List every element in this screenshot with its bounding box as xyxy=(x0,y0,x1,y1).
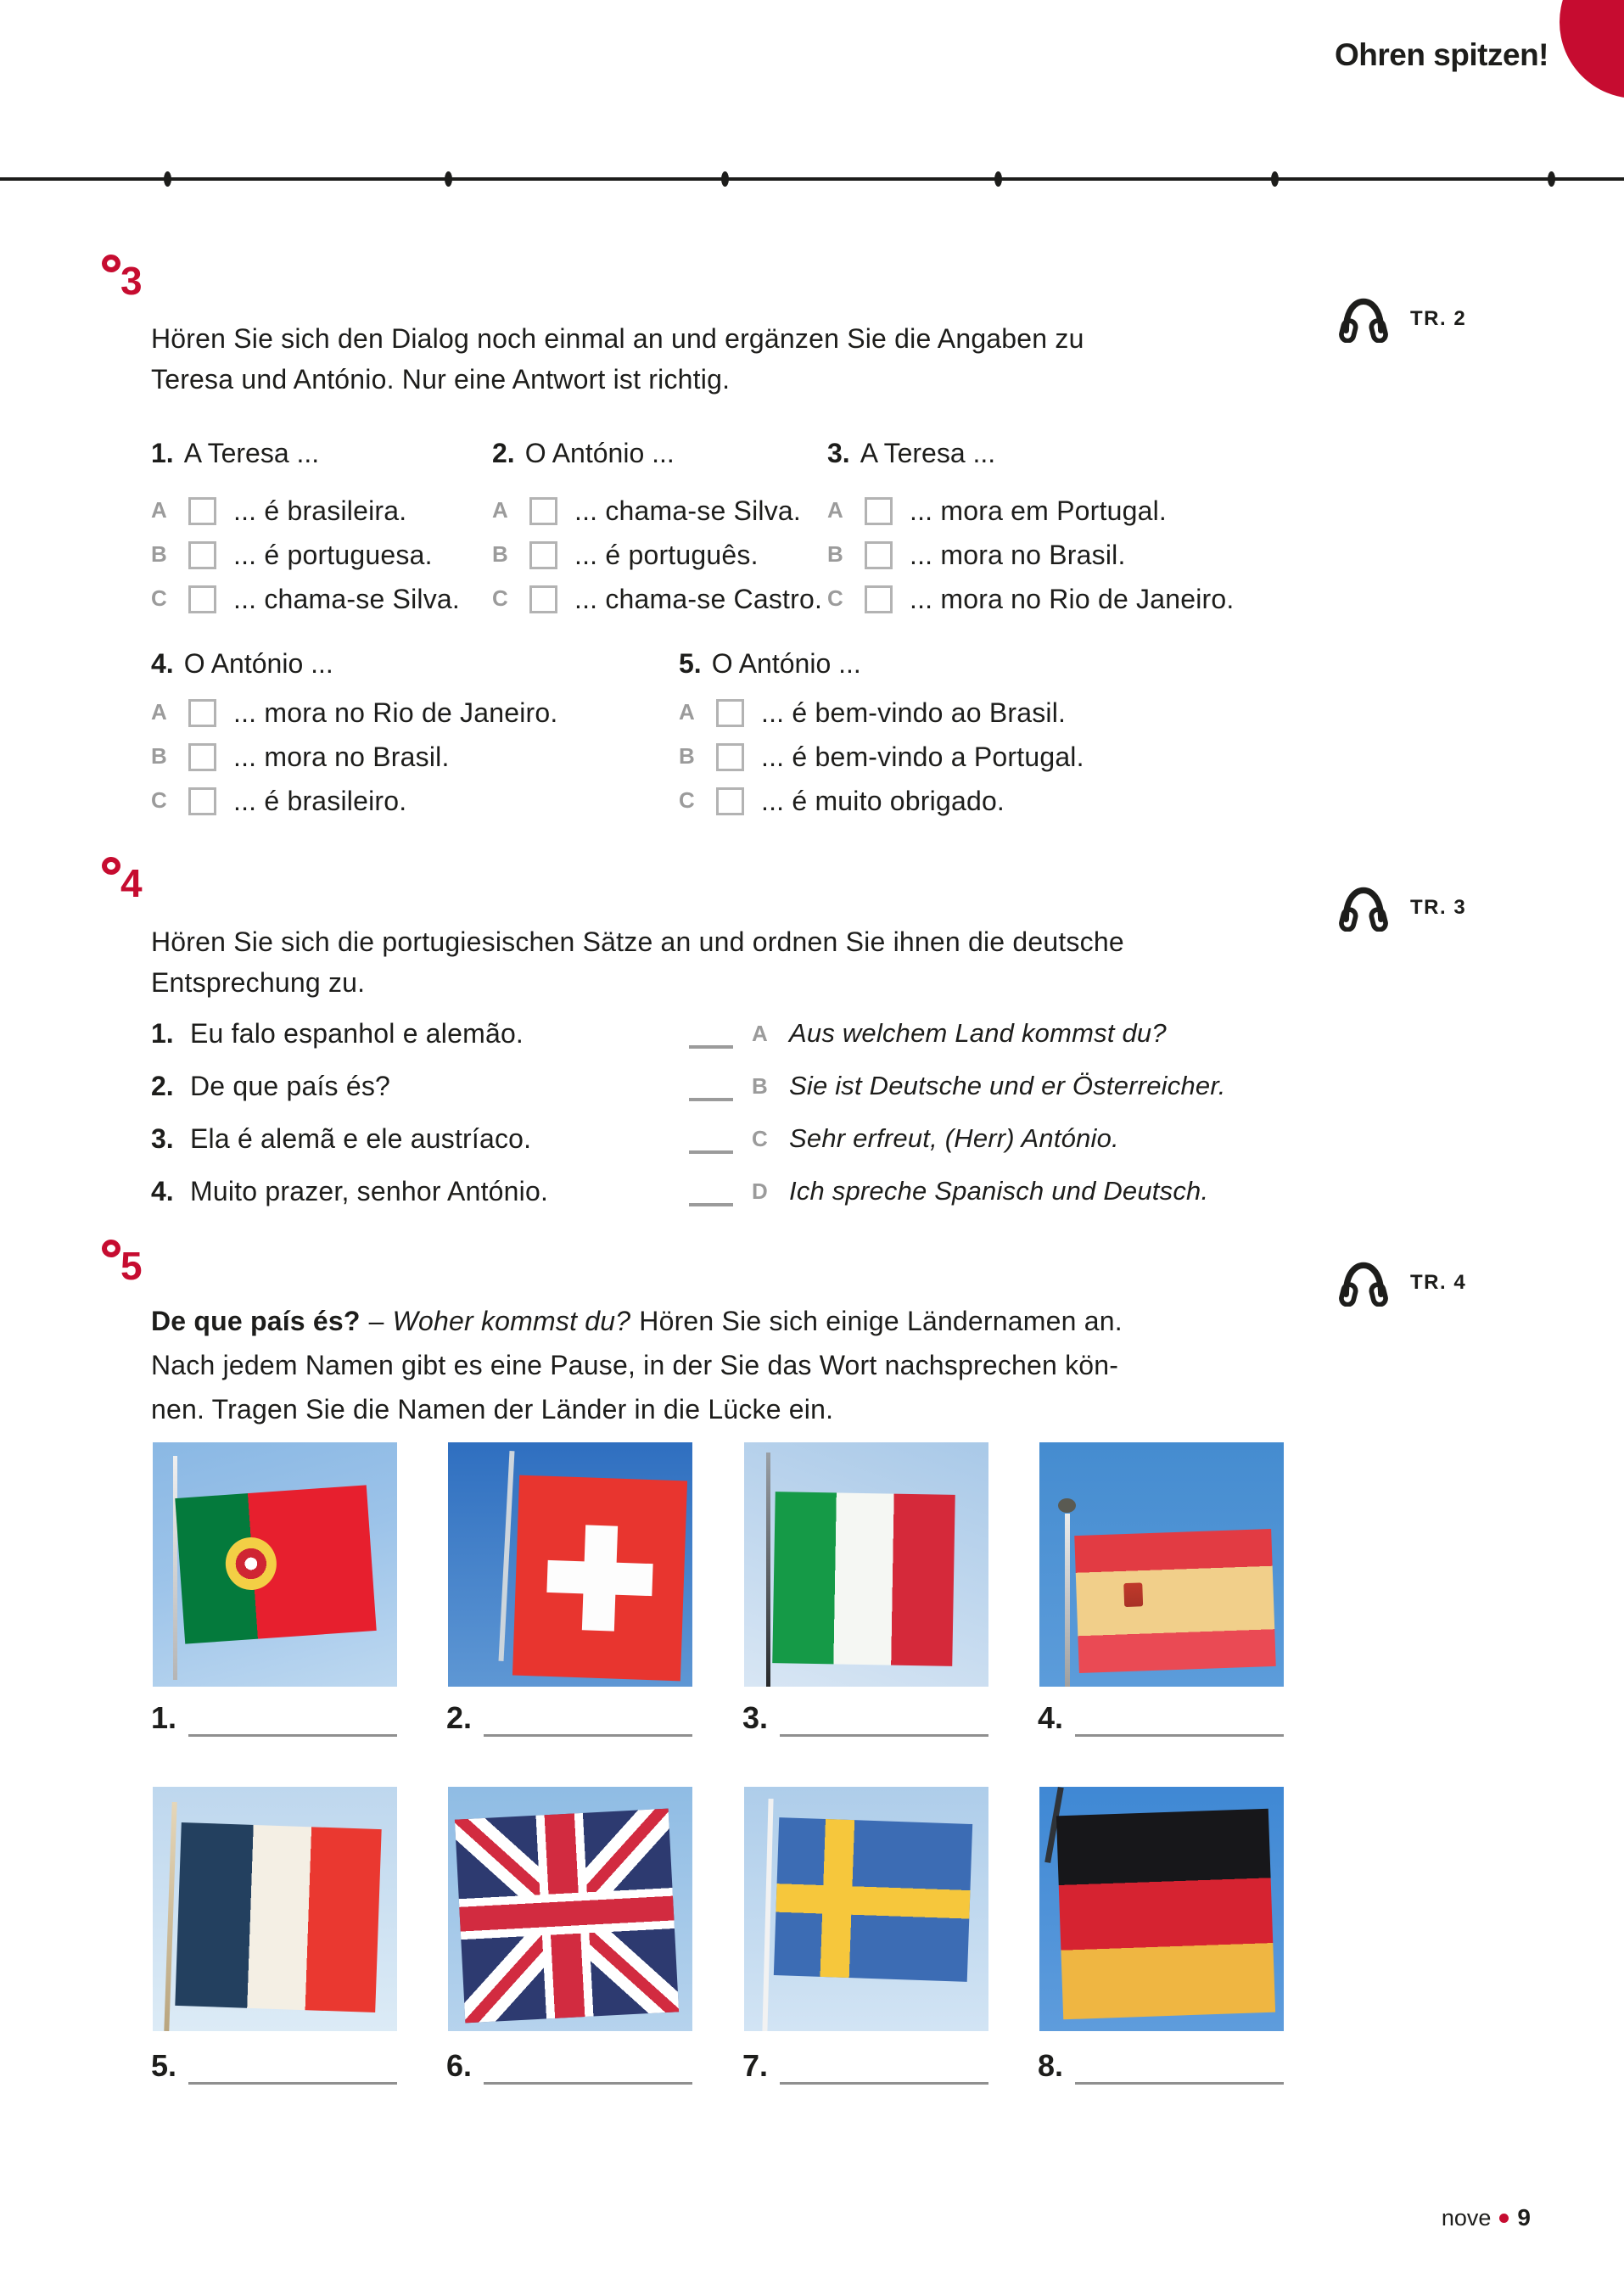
flag-cloth xyxy=(1056,1809,1275,2020)
answer-option xyxy=(492,495,801,526)
match-item-portuguese: Ela é alemã e ele austríaco. xyxy=(190,1123,532,1154)
answer-option xyxy=(492,540,759,570)
question-stem xyxy=(151,648,333,680)
option-letter: C xyxy=(151,585,167,611)
answer-option xyxy=(151,697,557,728)
divider-dot xyxy=(994,171,1002,187)
answer-option xyxy=(827,540,1126,570)
country-answer-line[interactable] xyxy=(780,1705,988,1737)
instruction-line: Nach jedem Namen gibt es eine Pause, in der Sie das Wort nachsprechen kön- xyxy=(151,1350,1119,1380)
question-number: 2. xyxy=(492,438,515,468)
option-letter: B xyxy=(679,743,695,769)
answer-checkbox[interactable] xyxy=(716,699,744,727)
flag-image-spain xyxy=(1039,1442,1284,1687)
page-number: 9 xyxy=(1517,2204,1531,2231)
country-answer-line[interactable] xyxy=(188,2053,397,2085)
flag-cloth xyxy=(1074,1529,1276,1673)
flag-emblem xyxy=(224,1536,278,1592)
option-text: ... é brasileiro. xyxy=(233,786,407,816)
match-item-german: Ich spreche Spanisch und Deutsch. xyxy=(789,1176,1209,1206)
flag-cloth xyxy=(774,1817,972,1982)
lead-german: Woher kommst du? xyxy=(392,1306,631,1336)
match-answer-blank[interactable] xyxy=(689,1018,733,1049)
answer-option xyxy=(151,584,460,614)
instruction-line: nen. Tragen Sie die Namen der Länder in die Lücke ein. xyxy=(151,1394,834,1425)
exercise-marker-ring xyxy=(102,255,120,272)
footer-dot-icon xyxy=(1499,2214,1509,2223)
answer-checkbox[interactable] xyxy=(529,585,557,613)
answer-option xyxy=(827,584,1234,614)
match-answer-blank[interactable] xyxy=(689,1123,733,1154)
flag-label: 7. xyxy=(742,2048,769,2083)
flag-cloth xyxy=(175,1485,376,1643)
match-item-number: 2. xyxy=(151,1071,174,1101)
match-item-german: Aus welchem Land kommst du? xyxy=(789,1018,1167,1048)
flagpole xyxy=(766,1453,770,1687)
match-item-german: Sehr erfreut, (Herr) António. xyxy=(789,1123,1119,1153)
question-stem-text: O António ... xyxy=(183,648,333,679)
flag-image-united-kingdom xyxy=(448,1787,692,2031)
option-text: ... é português. xyxy=(574,540,759,570)
header-divider xyxy=(0,177,1624,181)
option-text: ... é brasileira. xyxy=(233,495,407,526)
match-letter: A xyxy=(752,1021,768,1046)
question-stem xyxy=(679,648,861,680)
track-label: TR. 2 xyxy=(1410,307,1467,330)
flag-label: 2. xyxy=(446,1700,473,1735)
option-text: ... é bem-vindo a Portugal. xyxy=(761,742,1084,772)
option-letter: B xyxy=(151,541,167,567)
answer-option xyxy=(492,584,822,614)
answer-checkbox[interactable] xyxy=(188,743,216,771)
flag-label: 3. xyxy=(742,1700,769,1735)
match-letter: C xyxy=(752,1126,768,1151)
page-number-word: nove xyxy=(1441,2204,1492,2231)
answer-checkbox[interactable] xyxy=(188,699,216,727)
option-text: ... chama-se Castro. xyxy=(574,584,823,614)
divider-dot xyxy=(1271,171,1279,187)
flag-image-portugal xyxy=(153,1442,397,1687)
match-letter: D xyxy=(752,1178,768,1204)
instruction-text: Hören Sie sich einige Ländernamen an. xyxy=(639,1306,1123,1336)
flagpole-finial xyxy=(1058,1498,1076,1513)
flag-label: 4. xyxy=(1038,1700,1064,1735)
flag-cloth xyxy=(175,1822,381,2012)
flag-image-germany xyxy=(1039,1787,1284,2031)
option-text: ... é portuguesa. xyxy=(233,540,433,570)
question-number: 4. xyxy=(151,648,174,679)
divider-dot xyxy=(164,171,171,187)
audio-track-indicator xyxy=(1337,295,1466,343)
instruction-line xyxy=(151,1306,1123,1337)
answer-option xyxy=(679,697,1066,728)
option-letter: C xyxy=(492,585,508,611)
answer-option xyxy=(151,786,406,816)
option-text: ... chama-se Silva. xyxy=(574,495,802,526)
option-letter: A xyxy=(679,699,695,725)
answer-checkbox[interactable] xyxy=(865,541,893,569)
match-letter: B xyxy=(752,1073,768,1099)
answer-checkbox[interactable] xyxy=(188,497,216,525)
lead-portuguese: De que país és? xyxy=(151,1306,361,1336)
match-answer-blank[interactable] xyxy=(689,1176,733,1206)
option-letter: A xyxy=(492,497,508,523)
question-stem-text: O António ... xyxy=(711,648,861,679)
option-text: ... chama-se Silva. xyxy=(233,584,461,614)
question-stem xyxy=(492,438,675,469)
page-title: Ohren spitzen! xyxy=(1334,37,1548,72)
answer-option xyxy=(151,540,433,570)
exercise-number: 4 xyxy=(120,861,143,905)
divider-dot xyxy=(1548,171,1555,187)
answer-checkbox[interactable] xyxy=(188,585,216,613)
audio-track-indicator xyxy=(1337,1259,1466,1307)
answer-checkbox[interactable] xyxy=(529,497,557,525)
answer-checkbox[interactable] xyxy=(529,541,557,569)
headphones-icon xyxy=(1337,1259,1390,1307)
option-letter: C xyxy=(151,787,167,813)
flag-label: 1. xyxy=(151,1700,177,1735)
question-stem xyxy=(827,438,995,469)
flag-label: 5. xyxy=(151,2048,177,2083)
audio-track-indicator xyxy=(1337,884,1466,932)
divider-dot xyxy=(445,171,452,187)
flag-cloth xyxy=(772,1492,955,1666)
question-number: 1. xyxy=(151,438,174,468)
option-text: ... mora no Brasil. xyxy=(233,742,450,772)
match-item-portuguese: Eu falo espanhol e alemão. xyxy=(190,1018,524,1049)
answer-option xyxy=(151,742,450,772)
answer-checkbox[interactable] xyxy=(188,541,216,569)
option-letter: A xyxy=(151,699,167,725)
flag-emblem xyxy=(1123,1582,1143,1607)
option-letter: B xyxy=(151,743,167,769)
option-letter: A xyxy=(827,497,843,523)
country-answer-line[interactable] xyxy=(188,1705,397,1737)
match-item-number: 3. xyxy=(151,1123,174,1154)
flag-image-sweden xyxy=(744,1787,988,2031)
flag-cloth xyxy=(455,1809,679,2024)
country-answer-line[interactable] xyxy=(1075,2053,1284,2085)
option-text: ... mora em Portugal. xyxy=(910,495,1167,526)
flag-label: 8. xyxy=(1038,2048,1064,2083)
instruction-line: Hören Sie sich die portugiesischen Sätze an und ordnen Sie ihnen die deutsche xyxy=(151,926,1124,957)
corner-accent-circle xyxy=(1560,0,1624,98)
exercise-marker-ring xyxy=(102,857,120,875)
option-letter: C xyxy=(827,585,843,611)
instruction-line: Teresa und António. Nur eine Antwort ist richtig. xyxy=(151,364,731,395)
headphones-icon xyxy=(1337,295,1390,343)
answer-option xyxy=(151,495,406,526)
lead-dash: – xyxy=(368,1306,384,1336)
match-item-number: 1. xyxy=(151,1018,174,1049)
option-text: ... é muito obrigado. xyxy=(761,786,1005,816)
answer-option xyxy=(679,742,1084,772)
match-answer-blank[interactable] xyxy=(689,1071,733,1101)
option-text: ... é bem-vindo ao Brasil. xyxy=(761,697,1067,728)
question-stem-text: O António ... xyxy=(524,438,675,468)
flagpole xyxy=(499,1451,515,1661)
flag-cloth xyxy=(512,1475,687,1682)
flagpole xyxy=(1065,1514,1070,1687)
match-item-german: Sie ist Deutsche und er Österreicher. xyxy=(789,1071,1226,1100)
match-item-portuguese: Muito prazer, senhor António. xyxy=(190,1176,549,1206)
question-number: 5. xyxy=(679,648,702,679)
country-answer-line[interactable] xyxy=(484,1705,692,1737)
question-number: 3. xyxy=(827,438,850,468)
flag-image-italy xyxy=(744,1442,988,1687)
instruction-line: Hören Sie sich den Dialog noch einmal an und ergänzen Sie die Angaben zu xyxy=(151,323,1084,354)
answer-checkbox[interactable] xyxy=(865,497,893,525)
answer-checkbox[interactable] xyxy=(716,743,744,771)
answer-checkbox[interactable] xyxy=(716,787,744,815)
answer-checkbox[interactable] xyxy=(865,585,893,613)
flag-image-switzerland xyxy=(448,1442,692,1687)
option-letter: B xyxy=(827,541,843,567)
country-answer-line[interactable] xyxy=(780,2053,988,2085)
match-item-number: 4. xyxy=(151,1176,174,1206)
page-footer xyxy=(1442,2204,1531,2231)
track-label: TR. 4 xyxy=(1410,1271,1467,1294)
flagpole xyxy=(762,1799,773,2031)
answer-checkbox[interactable] xyxy=(188,787,216,815)
question-stem-text: A Teresa ... xyxy=(860,438,996,468)
country-answer-line[interactable] xyxy=(484,2053,692,2085)
country-answer-line[interactable] xyxy=(1075,1705,1284,1737)
answer-option xyxy=(679,786,1005,816)
flag-label: 6. xyxy=(446,2048,473,2083)
exercise-number: 5 xyxy=(120,1244,143,1288)
option-text: ... mora no Brasil. xyxy=(910,540,1126,570)
flag-image-france xyxy=(153,1787,397,2031)
answer-option xyxy=(827,495,1167,526)
option-text: ... mora no Rio de Janeiro. xyxy=(233,697,558,728)
match-item-portuguese: De que país és? xyxy=(190,1071,391,1101)
question-stem xyxy=(151,438,319,469)
instruction-line: Entsprechung zu. xyxy=(151,967,366,998)
flag-cross-bar xyxy=(546,1560,652,1596)
divider-dot xyxy=(721,171,729,187)
exercise-marker-ring xyxy=(102,1240,120,1257)
flagpole xyxy=(173,1456,177,1680)
option-letter: B xyxy=(492,541,508,567)
option-letter: A xyxy=(151,497,167,523)
track-label: TR. 3 xyxy=(1410,896,1467,919)
headphones-icon xyxy=(1337,884,1390,932)
option-text: ... mora no Rio de Janeiro. xyxy=(910,584,1235,614)
option-letter: C xyxy=(679,787,695,813)
exercise-number: 3 xyxy=(120,259,143,303)
question-stem-text: A Teresa ... xyxy=(183,438,320,468)
